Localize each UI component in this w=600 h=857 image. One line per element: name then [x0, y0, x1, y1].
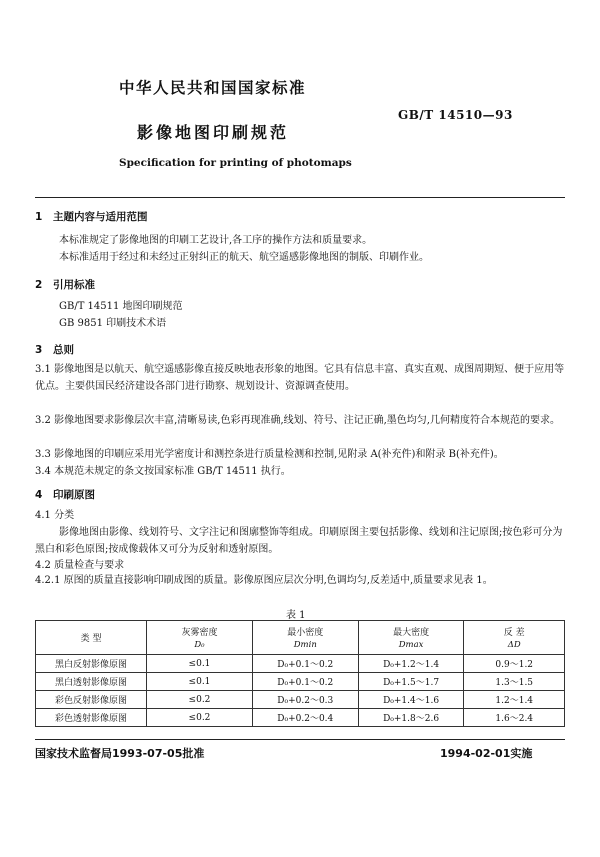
table-cell: D₀+0.2～0.4 [252, 709, 358, 727]
table-cell: D₀+1.8～2.6 [358, 709, 464, 727]
top-rule [35, 197, 565, 198]
table-caption: 表 1 [286, 610, 306, 621]
paragraph: 本标准适用于经过和未经过正射纠正的航天、航空遥感影像地图的制版、印刷作业。 [59, 252, 429, 263]
table-row [36, 673, 565, 691]
table-cell: ≤0.2 [147, 709, 253, 727]
approval-date: 国家技术监督局1993-07-05批准 [35, 747, 205, 760]
section-3-heading [35, 342, 74, 357]
standard-title: 中华人民共和国国家标准 [119, 79, 307, 97]
section-number: 1 [35, 211, 43, 223]
clause-4-2-heading: 4.2 质量检查与要求 [35, 560, 125, 571]
table-cell: 黑白反射影像原图 [36, 655, 147, 673]
table-row [36, 691, 565, 709]
table-cell: 彩色反射影像原图 [36, 691, 147, 709]
table-cell: ≤0.1 [147, 655, 253, 673]
header-fog-density: 灰雾密度 D₀ [147, 621, 253, 655]
table-cell: 0.9～1.2 [464, 655, 565, 673]
header-contrast: 反 差 ΔD [464, 621, 565, 655]
standard-code: GB/T 14510—93 [398, 108, 513, 122]
bottom-rule [35, 739, 565, 740]
section-1-heading [35, 209, 148, 224]
section-4-heading [35, 487, 95, 502]
table-cell: D₀+0.1～0.2 [252, 673, 358, 691]
table-cell: D₀+1.5～1.7 [358, 673, 464, 691]
table-cell: 1.2～1.4 [464, 691, 565, 709]
table-header-row [36, 621, 565, 655]
clause-4-1-heading: 4.1 分类 [35, 510, 75, 521]
clause-3-3: 3.3 影像地图的印刷应采用光学密度计和测控条进行质量检测和控制,见附录 A(补充件)和附录 B(补充件)。 [35, 449, 504, 460]
table-cell: D₀+1.4～1.6 [358, 691, 464, 709]
header-min-density: 最小密度 Dmin [252, 621, 358, 655]
section-title: 印刷原图 [53, 489, 95, 501]
table-cell: 1.3～1.5 [464, 673, 565, 691]
table-cell: D₀+1.2～1.4 [358, 655, 464, 673]
table-row [36, 709, 565, 727]
table-cell: D₀+0.1～0.2 [252, 655, 358, 673]
header-type: 类 型 [36, 621, 147, 655]
section-2-heading [35, 277, 95, 292]
table-cell: D₀+0.2～0.3 [252, 691, 358, 709]
table-cell: ≤0.1 [147, 673, 253, 691]
section-number: 3 [35, 344, 43, 356]
paragraph: 本标准规定了影像地图的印刷工艺设计,各工序的操作方法和质量要求。 [59, 235, 373, 246]
clause-4-1-text: 影像地图由影像、线划符号、文字注记和图廓整饰等组成。印刷原图主要包括影像、线划和注记原图;按色彩可分为黑白和彩色原图;按成像载体又可分为反射和透射原图。 [35, 527, 563, 555]
table-row [36, 655, 565, 673]
document-title-en: Specification for printing of photomaps [119, 157, 352, 169]
effective-date: 1994-02-01实施 [440, 747, 533, 760]
section-title: 引用标准 [53, 279, 95, 291]
table-cell: ≤0.2 [147, 691, 253, 709]
section-number: 4 [35, 489, 43, 501]
clause-3-2: 3.2 影像地图要求影像层次丰富,清晰易读,色彩再现准确,线划、符号、注记正确,墨色均匀,几何精度符合本规范的要求。 [35, 415, 560, 426]
section-title: 总则 [53, 344, 74, 356]
table-cell: 黑白透射影像原图 [36, 673, 147, 691]
reference-item: GB 9851 印刷技术术语 [59, 318, 167, 329]
clause-3-1: 3.1 影像地图是以航天、航空遥感影像直接反映地表形象的地图。它具有信息丰富、真实直观、成图周期短、便于应用等优点。主要供国民经济建设各部门进行勘察、规划设计、资源调查使用。 [35, 364, 565, 392]
table-1 [35, 620, 565, 727]
clause-3-4: 3.4 本规范未规定的条文按国家标准 GB/T 14511 执行。 [35, 466, 291, 477]
header-max-density: 最大密度 Dmax [358, 621, 464, 655]
section-number: 2 [35, 279, 43, 291]
section-title: 主题内容与适用范围 [53, 211, 148, 223]
clause-4-2-1: 4.2.1 原图的质量直接影响印刷成图的质量。影像原图应层次分明,色调均匀,反差适中,质量要求见表 1。 [35, 575, 493, 586]
table-cell: 1.6～2.4 [464, 709, 565, 727]
reference-item: GB/T 14511 地图印刷规范 [59, 301, 183, 312]
table-cell: 彩色透射影像原图 [36, 709, 147, 727]
document-title: 影像地图印刷规范 [137, 123, 290, 142]
